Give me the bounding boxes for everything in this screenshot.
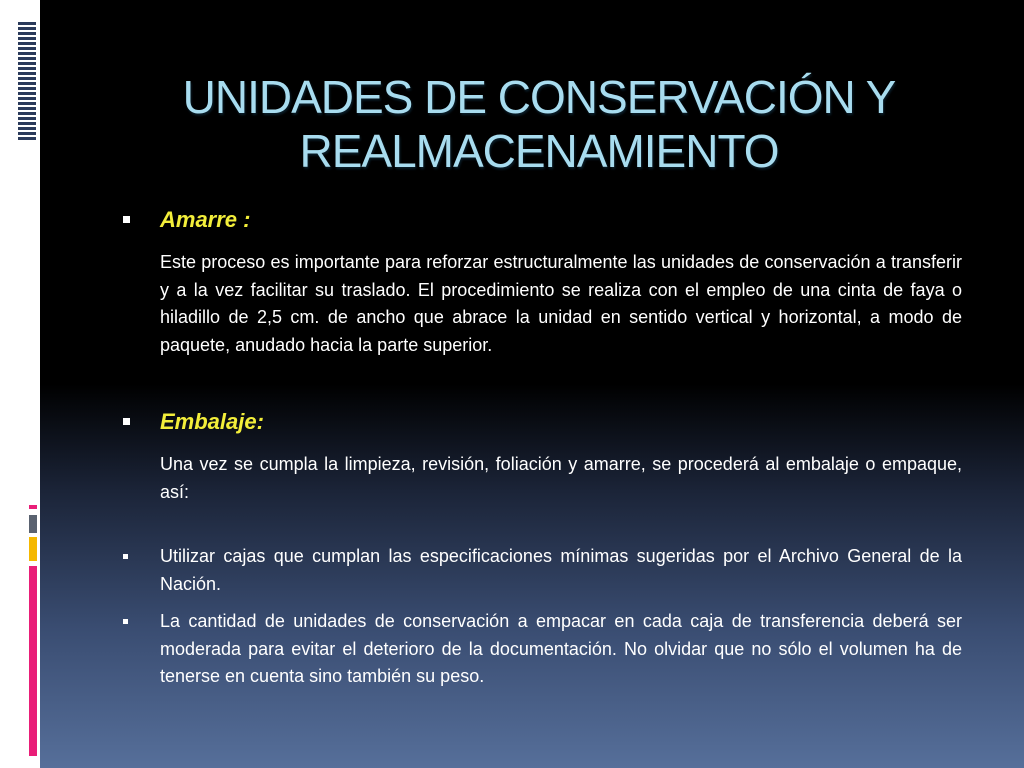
section-heading-label: Amarre : [160,207,251,232]
square-bullet-icon [123,418,130,425]
list-item [120,608,962,691]
square-bullet-icon [123,216,130,223]
section-heading-label: Embalaje: [160,409,264,434]
section-text-amarre: Este proceso es importante para reforzar estructuralmente las unidades de conservación a transferir y a la vez facilitar su traslado. El procedimiento se realiza con el empleo de una cinta de faya o hiladillo de 2,5 cm. de ancho que abrace la unidad en sentido vertical y horizontal, a modo de paquete, anudado hacia la parte superior. [160,252,962,355]
list-item-text: La cantidad de unidades de conservación a empacar en cada caja de transferencia deberá ser moderada para evitar el deterioro de la documentación. No olvidar que no sólo el volumen ha de tenerse en cuenta sino también su peso. [160,611,962,686]
list-item-text: Utilizar cajas que cumplan las especificaciones mínimas sugeridas por el Archivo General de la Nación. [160,546,962,594]
accent-stripe-pink-long [29,566,37,756]
slide-content [120,205,962,691]
square-bullet-icon [123,619,128,624]
list-item [120,543,962,598]
accent-stripe-gray [29,515,37,533]
slide-title: UNIDADES DE CONSERVACIÓN Y REALMACENAMIENTO [182,71,896,177]
section-text-embalaje: Una vez se cumpla la limpieza, revisión, foliación y amarre, se procederá al embalaje o empaque, así: [160,454,962,502]
stacked-lines-icon [18,22,36,142]
accent-stripe-pink [29,505,37,509]
section-heading-embalaje [120,407,962,437]
accent-stripe-yellow [29,537,37,561]
left-decorative-bar [0,0,40,768]
section-heading-amarre [120,205,962,235]
square-bullet-icon [123,554,128,559]
